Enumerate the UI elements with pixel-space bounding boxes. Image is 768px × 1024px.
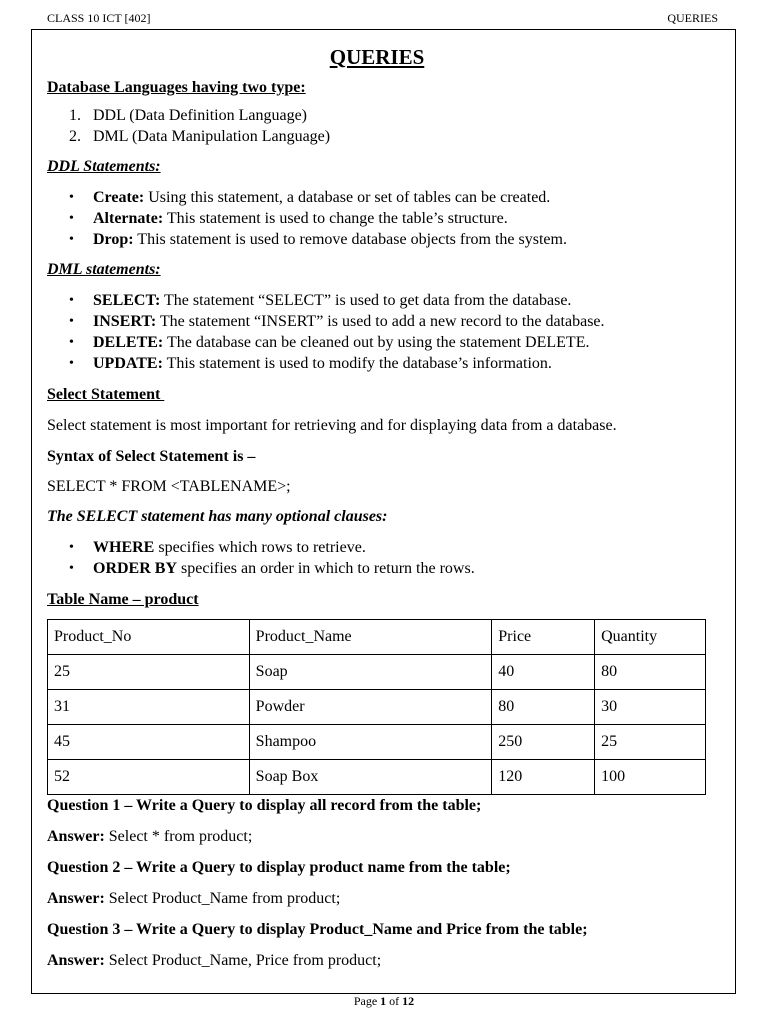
list-item: • Alternate: This statement is used to change the table’s structure. bbox=[47, 208, 707, 229]
page-header bbox=[47, 10, 718, 26]
table-cell: 100 bbox=[595, 760, 706, 795]
table-name-heading: Table Name – product bbox=[47, 591, 199, 608]
list-item: • Create: Using this statement, a database or set of tables can be created. bbox=[47, 187, 707, 208]
table-cell: 31 bbox=[48, 690, 250, 725]
table-row bbox=[48, 760, 706, 795]
table-cell: 80 bbox=[492, 690, 595, 725]
list-item: • Drop: This statement is used to remove database objects from the system. bbox=[47, 229, 707, 250]
syntax-text: SELECT * FROM <TABLENAME>; bbox=[47, 478, 291, 495]
column-header: Price bbox=[492, 620, 595, 655]
table-cell: 80 bbox=[595, 655, 706, 690]
list-item: • INSERT: The statement “INSERT” is used to add a new record to the database. bbox=[47, 311, 707, 332]
question-3: Question 3 – Write a Query to display Product_Name and Price from the table; bbox=[47, 921, 588, 938]
header-class-label: CLASS 10 ICT [402] bbox=[47, 10, 151, 25]
table-cell: Soap bbox=[249, 655, 492, 690]
page-total: 12 bbox=[402, 994, 415, 1008]
answer-1: Answer: Select * from product; bbox=[47, 828, 253, 845]
dml-heading: DML statements: bbox=[47, 261, 161, 278]
list-item: • WHERE specifies which rows to retrieve. bbox=[47, 537, 707, 558]
question-1: Question 1 – Write a Query to display all record from the table; bbox=[47, 797, 482, 814]
db-languages-heading: Database Languages having two type: bbox=[47, 79, 306, 96]
table-row bbox=[48, 655, 706, 690]
list-item: 1. DDL (Data Definition Language) bbox=[69, 107, 307, 124]
table-cell: Shampoo bbox=[249, 725, 492, 760]
table-cell: 25 bbox=[595, 725, 706, 760]
column-header: Product_Name bbox=[249, 620, 492, 655]
table-cell: 250 bbox=[492, 725, 595, 760]
product-table bbox=[47, 619, 706, 795]
page-title: QUERIES bbox=[329, 45, 425, 69]
table-cell: 52 bbox=[48, 760, 250, 795]
table-header-row bbox=[48, 620, 706, 655]
answer-2: Answer: Select Product_Name from product; bbox=[47, 890, 341, 907]
table-cell: 25 bbox=[48, 655, 250, 690]
column-header: Quantity bbox=[595, 620, 706, 655]
table-row bbox=[48, 725, 706, 760]
db-languages-list bbox=[47, 105, 707, 147]
header-section-label: QUERIES bbox=[667, 10, 718, 25]
list-item: • SELECT: The statement “SELECT” is used to get data from the database. bbox=[47, 290, 707, 311]
table-cell: 30 bbox=[595, 690, 706, 725]
table-cell: Powder bbox=[249, 690, 492, 725]
dml-list bbox=[47, 290, 707, 374]
ddl-heading: DDL Statements: bbox=[47, 158, 161, 175]
list-item: • DELETE: The database can be cleaned out by using the statement DELETE. bbox=[47, 332, 707, 353]
table-cell: Soap Box bbox=[249, 760, 492, 795]
select-statement-description: Select statement is most important for retrieving and for displaying data from a database. bbox=[47, 417, 617, 434]
syntax-heading: Syntax of Select Statement is – bbox=[47, 448, 256, 465]
answer-3: Answer: Select Product_Name, Price from product; bbox=[47, 952, 382, 969]
select-statement-heading: Select Statement bbox=[47, 386, 165, 403]
list-item: • UPDATE: This statement is used to modify the database’s information. bbox=[47, 353, 707, 374]
table-row bbox=[48, 690, 706, 725]
column-header: Product_No bbox=[48, 620, 250, 655]
page-number: 1 bbox=[380, 994, 387, 1008]
list-item: • ORDER BY specifies an order in which to return the rows. bbox=[47, 558, 707, 579]
table-cell: 40 bbox=[492, 655, 595, 690]
document-body bbox=[47, 40, 707, 971]
question-2: Question 2 – Write a Query to display product name from the table; bbox=[47, 859, 511, 876]
clauses-heading: The SELECT statement has many optional clauses: bbox=[47, 508, 388, 525]
table-cell: 45 bbox=[48, 725, 250, 760]
clauses-list bbox=[47, 537, 707, 579]
table-cell: 120 bbox=[492, 760, 595, 795]
page-footer: Page 1 of 12 bbox=[353, 994, 415, 1008]
ddl-list bbox=[47, 187, 707, 250]
list-item: 2. DML (Data Manipulation Language) bbox=[69, 128, 331, 145]
